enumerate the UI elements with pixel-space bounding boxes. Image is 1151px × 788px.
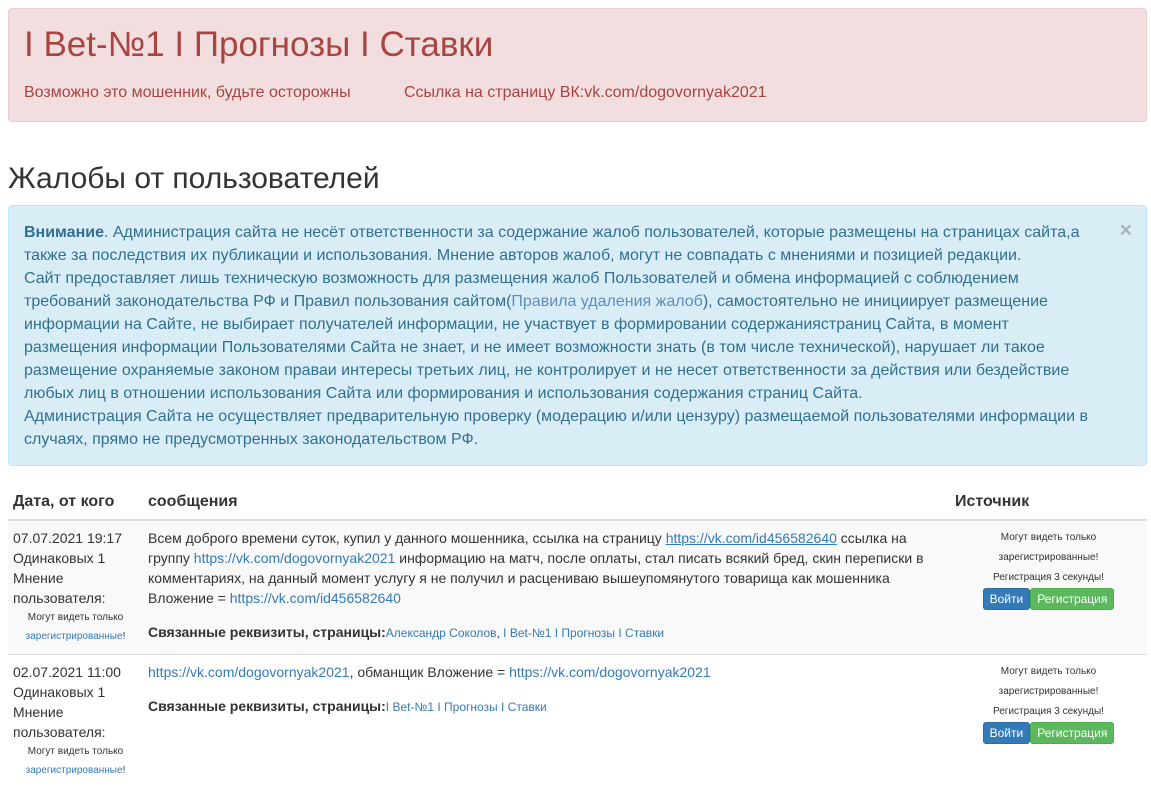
same-count: Одинаковых 1 — [13, 682, 138, 702]
disclaimer-alert — [8, 205, 1147, 466]
register-button[interactable]: Регистрация — [1030, 722, 1114, 744]
complaint-message — [148, 528, 945, 608]
complaint-message — [148, 662, 945, 682]
related-link-page[interactable]: I Bet-№1 I Прогнозы I Ставки — [386, 700, 547, 714]
registered-only-note — [13, 742, 138, 780]
message-cell — [143, 520, 950, 655]
source-note-2: зарегистрированные! — [955, 548, 1142, 568]
table-header-row — [8, 486, 1147, 520]
related-label: Связанные реквизиты, страницы: — [148, 698, 386, 714]
disclaimer-paragraph-2 — [24, 267, 1106, 405]
table-row — [8, 520, 1147, 655]
header-message: сообщения — [143, 486, 950, 520]
page-title: Жалобы от пользователей — [8, 160, 380, 198]
registered-link[interactable]: зарегистрированные — [26, 765, 123, 776]
source-note-3: Регистрация 3 секунды! — [955, 568, 1142, 588]
related-label: Связанные реквизиты, страницы: — [148, 624, 386, 640]
message-text: ссылка на группу — [148, 530, 907, 566]
disclaimer-text-2b: ), самостоятельно не инициирует размещение информации на Сайте, не выбирает получателей информации, не участвует в формировании содержаниястраниц Сайта, в момент размещения информации Пользователями Сайта не знает, и не имеет возможности знать (в том числе технической), нарушает ли такое размещение охраняемые законом праваи интересы третьих лиц, не контролирует и не несет ответственности за действия или бездействие любых лиц в отношении использования Сайта или формирования и использования содержания страниц Сайта. — [24, 293, 1069, 402]
related-link-page[interactable]: I Bet-№1 I Прогнозы I Ставки — [503, 626, 664, 640]
close-icon[interactable]: × — [1120, 220, 1132, 242]
vk-group-link[interactable]: https://vk.com/dogovornyak2021 — [194, 550, 396, 566]
vk-group-link[interactable]: https://vk.com/dogovornyak2021 — [148, 664, 350, 680]
source-cell — [950, 520, 1147, 655]
message-text: , обманщик Вложение = — [350, 664, 510, 680]
source-note-1: Могут видеть только — [955, 662, 1142, 682]
related-link-person[interactable]: Александр Соколов — [386, 626, 497, 640]
note-text: Могут видеть только — [28, 612, 123, 623]
source-note-3: Регистрация 3 секунды! — [955, 702, 1142, 722]
related-details: Связанные реквизиты, страницы:Александр Соколов, I Bet-№1 I Прогнозы I Ставки — [148, 622, 945, 643]
vk-page-link-text: Ссылка на страницу ВК:vk.com/dogovornyak2021 — [404, 83, 767, 103]
attachment-link[interactable]: https://vk.com/id456582640 — [230, 590, 401, 606]
note-text: Могут видеть только — [28, 746, 123, 757]
opinion-label: Мнение пользователя: — [13, 568, 138, 608]
complaint-datetime: 07.07.2021 19:17 — [13, 528, 138, 548]
table-row — [8, 655, 1147, 788]
source-note-2: зарегистрированные! — [955, 682, 1142, 702]
same-count: Одинаковых 1 — [13, 548, 138, 568]
related-details — [148, 696, 945, 717]
note-exclaim: ! — [123, 631, 126, 642]
note-exclaim: ! — [123, 765, 126, 776]
message-cell — [143, 655, 950, 788]
source-cell — [950, 655, 1147, 788]
fraud-warning-text: Возможно это мошенник, будьте осторожны — [24, 83, 351, 103]
disclaimer-text-1: . Администрация сайта не несёт ответственности за содержание жалоб пользователей, которые размещены на страницах сайта,а также за последствия их публикации и использования. Мнение авторов жалоб, могут не совпадать с мнениями и позицией редакции. — [24, 224, 1080, 264]
auth-buttons — [955, 588, 1142, 610]
header-source: Источник — [950, 486, 1147, 520]
registered-link[interactable]: зарегистрированные — [26, 631, 123, 642]
login-button[interactable]: Войти — [983, 722, 1031, 744]
entity-title: I Bet-№1 I Прогнозы I Ставки — [24, 23, 493, 67]
disclaimer-text-2a: Сайт предоставляет лишь техническую возможность для размещения жалоб Пользователей и обмена информацией с соблюдением требований законодательства РФ и Правил пользования сайтом( — [24, 270, 1019, 310]
removal-rules-link[interactable]: Правила удаления жалоб — [511, 293, 702, 310]
message-text: информацию на матч, после оплаты, стал писать всякий бред, скин переписки в комментариях, на данный момент услугу я не получил и расцениваю вышеупомянутого товарища как мошенника Вложение = — [148, 550, 924, 606]
registered-only-note — [13, 608, 138, 646]
register-button[interactable]: Регистрация — [1030, 588, 1114, 610]
disclaimer-paragraph-3: Администрация Сайта не осуществляет предварительную проверку (модерацию и/или цензуру) размещаемой пользователями информации в случаях, прямо не предусмотренных законодательством РФ. — [24, 405, 1106, 451]
date-author-cell — [8, 520, 143, 655]
disclaimer-paragraph-1 — [24, 221, 1106, 267]
source-note-1: Могут видеть только — [955, 528, 1142, 548]
fraud-warning-panel — [8, 8, 1147, 122]
attachment-link[interactable]: https://vk.com/dogovornyak2021 — [509, 664, 711, 680]
opinion-label: Мнение пользователя: — [13, 702, 138, 742]
complaint-datetime: 02.07.2021 11:00 — [13, 662, 138, 682]
message-text: Всем доброго времени суток, купил у данного мошенника, ссылка на страницу — [148, 530, 666, 546]
header-date: Дата, от кого — [8, 486, 143, 520]
login-button[interactable]: Войти — [983, 588, 1031, 610]
date-author-cell — [8, 655, 143, 788]
disclaimer-bold-label: Внимание — [24, 224, 104, 241]
complaints-table — [8, 486, 1147, 788]
vk-profile-link[interactable]: https://vk.com/id456582640 — [666, 530, 837, 546]
auth-buttons — [955, 722, 1142, 744]
